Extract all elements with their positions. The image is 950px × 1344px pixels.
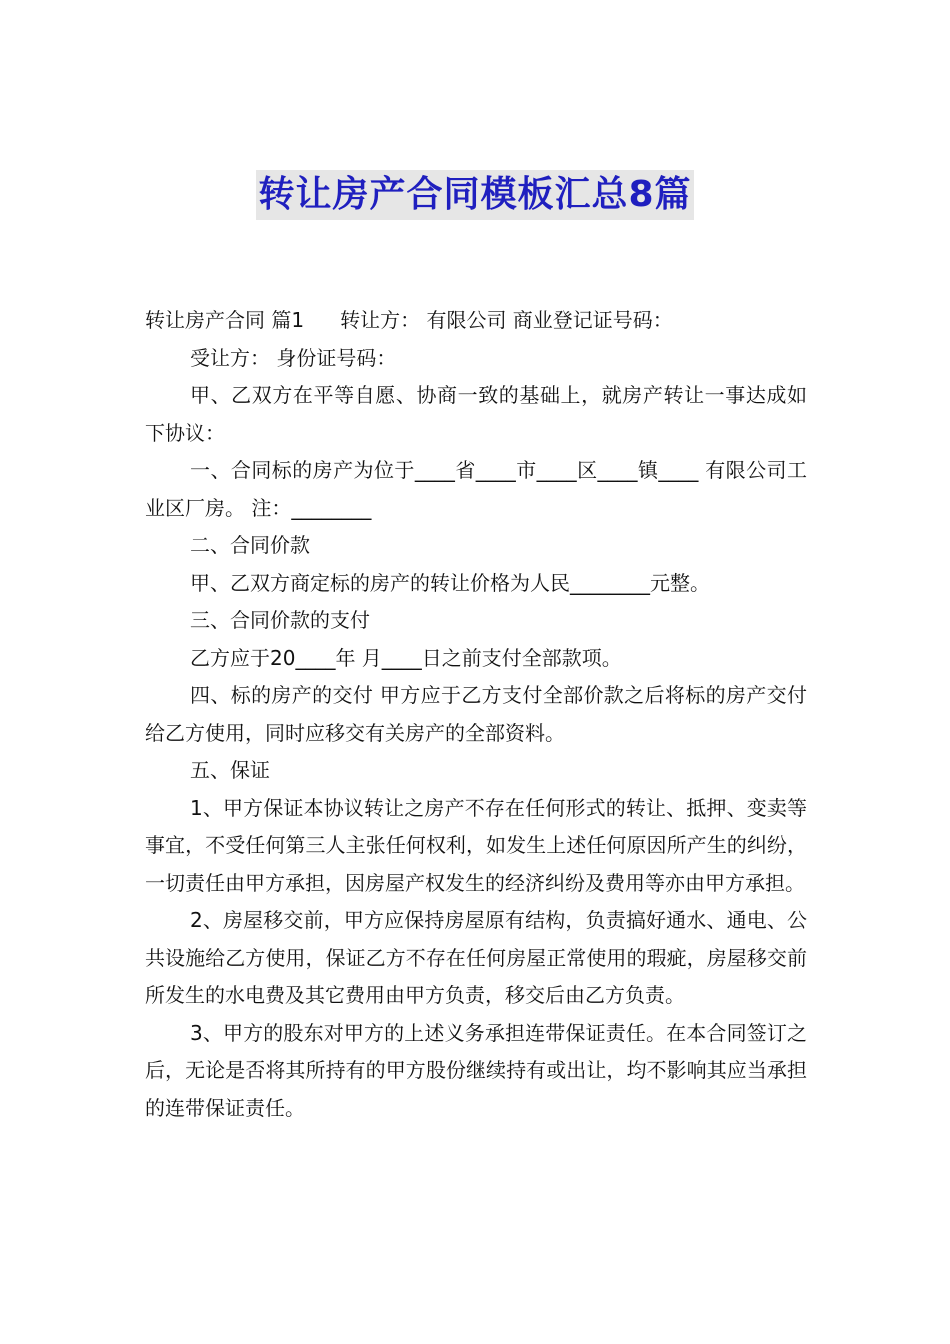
paragraph: 1、甲方保证本协议转让之房产不存在任何形式的转让、抵押、变卖等事宜，不受任何第三人主张任何权利，如发生上述任何原因所产生的纠纷，一切责任由甲方承担，因房屋产权发生的经济纠纷及费用等亦由甲方承担。 xyxy=(145,795,807,895)
document-title: 转让房产合同模板汇总8篇 xyxy=(256,170,693,220)
document-title-block xyxy=(0,170,950,220)
paragraph: 一、合同标的房产为位于____省____市____区____镇____ 有限公司工业区厂房。 注：________ xyxy=(145,458,807,520)
paragraph: 乙方应于20____年 月____日之前支付全部款项。 xyxy=(190,645,622,670)
contract-section-title: 转让房产合同 篇1 xyxy=(145,308,305,332)
contract-heading-line xyxy=(145,302,807,340)
paragraph: 五、保证 xyxy=(190,758,270,782)
paragraph: 四、标的房产的交付 甲方应于乙方支付全部价款之后将标的房产交付给乙方使用，同时应移交有关房产的全部资料。 xyxy=(145,683,807,745)
paragraph: 三、合同价款的支付 xyxy=(190,608,370,632)
document-body xyxy=(145,302,807,1127)
paragraph: 甲、乙双方在平等自愿、协商一致的基础上，就房产转让一事达成如下协议： xyxy=(145,383,807,445)
transferor-line: 转让方： 有限公司 商业登记证号码： xyxy=(340,308,673,332)
paragraph: 受让方： 身份证号码： xyxy=(190,345,397,370)
paragraph: 甲、乙双方商定标的房产的转让价格为人民________元整。 xyxy=(190,570,710,595)
paragraph: 3、甲方的股东对甲方的上述义务承担连带保证责任。在本合同签订之后，无论是否将其所持有的甲方股份继续持有或出让，均不影响其应当承担的连带保证责任。 xyxy=(145,1020,807,1120)
paragraph: 2、房屋移交前，甲方应保持房屋原有结构，负责搞好通水、通电、公共设施给乙方使用，保证乙方不存在任何房屋正常使用的瑕疵，房屋移交前所发生的水电费及其它费用由甲方负责，移交后由乙方负责。 xyxy=(145,908,807,1007)
paragraph: 二、合同价款 xyxy=(190,533,310,557)
